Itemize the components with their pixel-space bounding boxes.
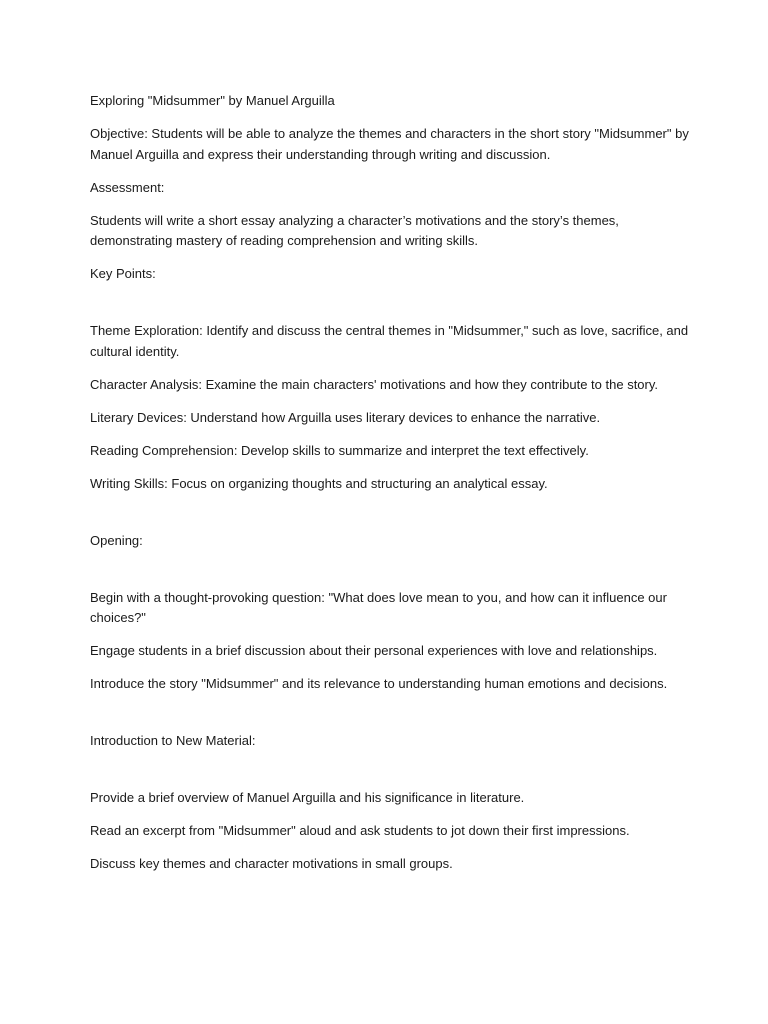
introduction-heading: Introduction to New Material:	[90, 733, 256, 748]
key-point-item: Literary Devices: Understand how Arguilla uses literary devices to enhance the narrative.	[90, 409, 601, 425]
document-title: Exploring "Midsummer" by Manuel Arguilla	[90, 93, 335, 108]
introduction-item: Read an excerpt from "Midsummer" aloud and ask students to jot down their first impressions.	[90, 823, 630, 838]
spacer	[90, 564, 690, 588]
key-point-item: Writing Skills: Focus on organizing thoughts and structuring an analytical essay.	[90, 475, 548, 491]
key-point-item: Character Analysis: Examine the main characters' motivations and how they contribute to the story.	[90, 376, 659, 392]
spacer	[90, 507, 690, 531]
assessment-heading: Assessment:	[90, 179, 165, 195]
key-point-item: Theme Exploration: Identify and discuss the central themes in "Midsummer," such as love, sacrifice, and cultural identity.	[90, 323, 689, 359]
assessment-paragraph: Students will write a short essay analyzing a character’s motivations and the story’s themes, demonstrating mastery of reading comprehension and writing skills.	[90, 212, 619, 248]
introduction-item: Provide a brief overview of Manuel Arguilla and his significance in literature.	[90, 790, 525, 805]
key-point-item: Reading Comprehension: Develop skills to summarize and interpret the text effectively.	[90, 442, 589, 458]
opening-item: Begin with a thought-provoking question: "What does love mean to you, and how can it influence our choices?"	[90, 589, 667, 625]
opening-item: Introduce the story "Midsummer" and its relevance to understanding human emotions and decisions.	[90, 676, 668, 691]
objective-paragraph: Objective: Students will be able to analyze the themes and characters in the short story "Midsummer" by Manuel Arguilla and express their understanding through writing and discussion.	[90, 126, 689, 162]
document-body	[90, 91, 690, 887]
spacer	[90, 707, 690, 731]
introduction-item: Discuss key themes and character motivations in small groups.	[90, 856, 453, 871]
key-points-heading: Key Points:	[90, 266, 156, 281]
spacer	[90, 297, 690, 321]
opening-item: Engage students in a brief discussion about their personal experiences with love and relationships.	[90, 643, 658, 658]
spacer	[90, 764, 690, 788]
opening-heading: Opening:	[90, 532, 143, 548]
